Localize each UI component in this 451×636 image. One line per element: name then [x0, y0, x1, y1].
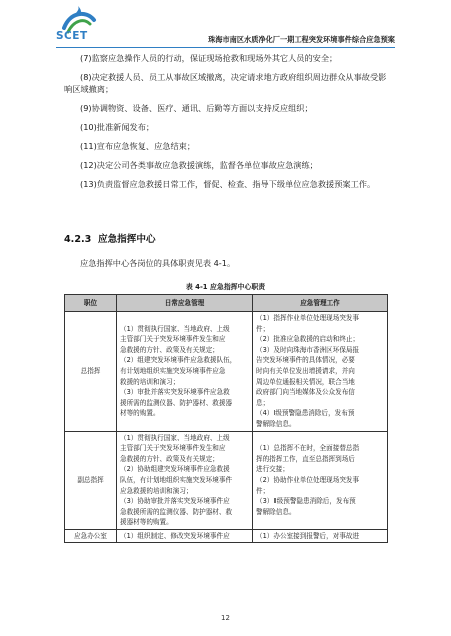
- cell-line: 主管部门关于突发环境事件发生和应: [120, 335, 226, 344]
- cell-line: 进行交接；: [256, 465, 289, 474]
- cell-line: 周边单位通报相关情况，联合当地: [256, 377, 355, 386]
- cell-line: （2）协助作业单位处理现场突发事: [256, 475, 360, 484]
- intro-text: 应急指挥中心各岗位的具体职责见表 4-1。: [80, 258, 236, 268]
- cell-line: （3）Ⅱ级预警隐患消除后，发布预: [256, 497, 356, 506]
- cell-line: （1）贯彻执行国家、当地政府、上级: [120, 324, 230, 333]
- cell-line: （2）协助组建突发环境事件应急救援: [120, 465, 230, 474]
- table-caption: 表 4-1 应急指挥中心职责: [185, 283, 266, 291]
- cell-line: 息；: [256, 398, 270, 407]
- paragraph-item: (8)决定救援人员、员工从事故区域撤离，决定请求地方政府组织周边群众从事故受影响区域撤离；: [64, 72, 387, 94]
- cell-line: 急救援所需的监测仪器、防护器材、救: [120, 507, 233, 516]
- body-paragraphs: [64, 52, 390, 197]
- cell-line: 材等的购置。: [120, 409, 160, 418]
- header-divider: [56, 47, 395, 48]
- section-number: 4.2.3: [64, 234, 92, 245]
- column-header-emergency: 应急管理工作: [253, 295, 388, 312]
- paragraph-item: (11)宣布应急恢复、应急结束；: [80, 141, 196, 151]
- cell-line: 应急救援的培训和演习；: [120, 486, 193, 495]
- cell-role: 总指挥: [65, 312, 117, 432]
- paragraph-item: (9)协调物资、设备、医疗、通讯、后勤等方面以支持反应组织；: [80, 103, 313, 113]
- table-row: [65, 431, 388, 529]
- cell-line: 件；: [256, 324, 270, 333]
- cell-line: 警解除信息。: [256, 419, 296, 428]
- cell-role: 副总指挥: [65, 431, 117, 529]
- cell-line: 有计划地组织实施突发环境事件应急: [120, 366, 226, 375]
- column-header-daily: 日常应急管理: [117, 295, 253, 312]
- cell-line: 援器材等的购置。: [120, 518, 173, 527]
- cell-line: 急救援的方针、政策及有关规定；: [120, 454, 219, 463]
- cell-line: 时向有关单位发出增援请求，并向: [256, 366, 355, 375]
- logo-text: SCET: [56, 30, 88, 42]
- cell-line: （1）总指挥不在时，全面接替总指: [256, 444, 360, 453]
- paragraph-item: (10)批准新闻发布；: [80, 122, 155, 132]
- table-header-row: [65, 295, 388, 312]
- cell-daily: [117, 529, 253, 543]
- cell-line: （1）贯彻执行国家、当地政府、上级: [120, 433, 230, 442]
- cell-emergency: [253, 312, 388, 432]
- cell-line: 救援的培训和演习；: [120, 377, 180, 386]
- cell-line: 队伍，有计划地组织实施突发环境事件: [120, 475, 233, 484]
- cell-line: （3）协助审批并落实突发环境事件应: [120, 497, 230, 506]
- cell-line: （1）办公室接到报警后，对事故进: [256, 531, 360, 540]
- cell-line: 急救援的方针、政策及有关规定；: [120, 345, 219, 354]
- column-header-position: 职位: [65, 295, 117, 312]
- cell-line: （4）Ⅰ级预警隐患消除后，发布预: [256, 409, 355, 418]
- cell-line: （2）组建突发环境事件应急救援队伍，: [120, 356, 237, 365]
- cell-emergency: [253, 529, 388, 543]
- cell-line: （1）组织制定、修改突发环境事件应: [120, 531, 230, 540]
- cell-line: 主管部门关于突发环境事件发生和应: [120, 444, 226, 453]
- cell-line: （2）批准应急救援的启动和终止；: [256, 335, 360, 344]
- cell-line: 挥的指挥工作，直至总指挥到场后: [256, 454, 355, 463]
- document-header-title: 珠海市南区水质净化厂一期工程突发环境事件综合应急预案: [208, 35, 395, 44]
- section-title: 应急指挥中心: [98, 234, 156, 245]
- paragraph-item: (7)监察应急操作人员的行动，保证现场抢救和现场外其它人员的安全；: [80, 53, 338, 63]
- table-row: [65, 312, 388, 432]
- paragraph-item: (13)负责监督应急救援日常工作，督促、检查、指导下级单位应急救援预案工作。: [80, 179, 376, 189]
- cell-daily: [117, 312, 253, 432]
- cell-line: 件；: [256, 486, 270, 495]
- section-heading: [64, 231, 156, 245]
- cell-line: 政府部门向当地媒体及公众发布信: [256, 388, 355, 397]
- cell-line: （3）审批并落实突发环境事件应急救: [120, 388, 230, 397]
- page-number: 12: [221, 614, 230, 622]
- cell-emergency: [253, 431, 388, 529]
- cell-line: （3）及时向珠海市香洲区环保局报: [256, 345, 360, 354]
- paragraph-item: (12)决定公司各类事故应急救援演练，监督各单位事故应急演练；: [80, 160, 318, 170]
- duties-table: [64, 294, 388, 543]
- cell-line: 援所需的监测仪器、防护器材、救援器: [120, 398, 233, 407]
- cell-line: 警解除信息。: [256, 507, 296, 516]
- cell-line: （1）指挥作业单位处理现场突发事: [256, 314, 360, 322]
- cell-role: 应急办公室: [65, 529, 117, 543]
- cell-line: 告突发环境事件的具体情况，必要: [256, 356, 355, 365]
- table-row: [65, 529, 388, 543]
- cell-daily: [117, 431, 253, 529]
